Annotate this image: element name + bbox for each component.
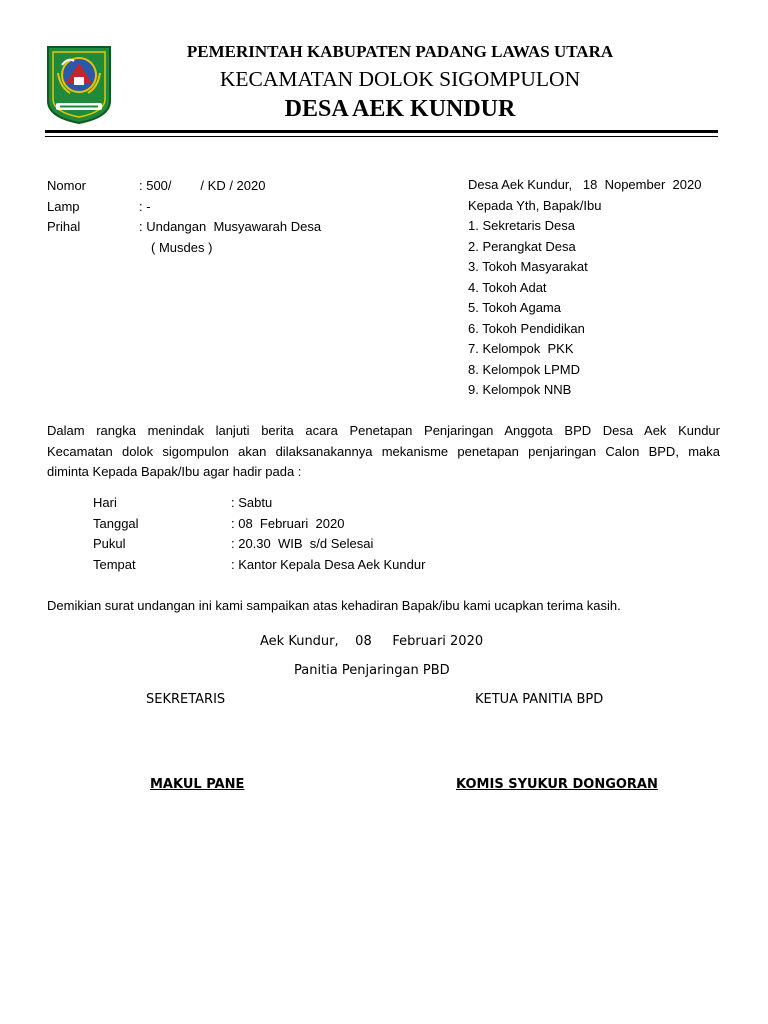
body-line: diminta Kepada Bapak/Ibu agar hadir pada :: [47, 464, 302, 479]
recipient-item: 8. Kelompok LPMD: [468, 361, 580, 377]
prihal-label: Prihal: [47, 219, 81, 234]
prihal-value-continued: ( Musdes ): [151, 240, 213, 255]
regency-emblem-icon: [44, 43, 114, 125]
body-line: Dalam rangka menindak lanjuti berita acara Penetapan Penjaringan Anggota BPD Desa Aek Kundur: [47, 423, 720, 438]
signature-right-role: KETUA PANITIA BPD: [475, 692, 604, 707]
signature-place-date: Aek Kundur, 08 Februari 2020: [260, 634, 484, 649]
lamp-value: : -: [139, 199, 151, 214]
letter-place-date: Desa Aek Kundur, 18 Nopember 2020: [468, 177, 702, 192]
signature-left-role: SEKRETARIS: [146, 692, 226, 707]
letterhead-rule-thin: [45, 136, 718, 137]
signature-right-name: KOMIS SYUKUR DONGORAN: [456, 777, 658, 792]
letterhead-district: KECAMATAN DOLOK SIGOMPULON: [219, 67, 581, 91]
letterhead-government: PEMERINTAH KABUPATEN PADANG LAWAS UTARA: [186, 42, 614, 61]
hari-label: Hari: [93, 495, 117, 510]
recipient-block: [468, 175, 728, 401]
tanggal-value: : 08 Februari 2020: [231, 516, 345, 531]
tempat-value: : Kantor Kepala Desa Aek Kundur: [231, 557, 426, 572]
recipient-item: 9. Kelompok NNB: [468, 382, 572, 397]
closing-sentence: Demikian surat undangan ini kami sampaikan atas kehadiran Bapak/ibu kami ucapkan terima kasih.: [47, 598, 621, 613]
signature-left-name: MAKUL PANE: [150, 777, 245, 792]
recipient-item: 7. Kelompok PKK: [468, 341, 574, 356]
prihal-value: : Undangan Musyawarah Desa: [139, 219, 322, 234]
recipient-item: 6. Tokoh Pendidikan: [468, 320, 585, 336]
hari-value: : Sabtu: [231, 495, 273, 510]
lamp-label: Lamp: [47, 199, 80, 214]
signature-committee: Panitia Penjaringan PBD: [294, 663, 450, 678]
pukul-label: Pukul: [93, 536, 126, 551]
recipient-item: 1. Sekretaris Desa: [468, 218, 575, 233]
recipient-item: 2. Perangkat Desa: [468, 238, 576, 254]
letterhead-rule: [45, 130, 718, 133]
tempat-label: Tempat: [93, 557, 136, 572]
nomor-label: Nomor: [47, 178, 87, 193]
body-line: Kecamatan dolok sigompulon akan dilaksanakannya mekanisme penetapan penjaringan Calon BPD, maka: [47, 443, 720, 459]
tanggal-label: Tanggal: [93, 516, 139, 531]
letterhead-village: DESA AEK KUNDUR: [284, 96, 516, 122]
recipient-item: 4. Tokoh Adat: [468, 279, 547, 295]
recipient-salutation: Kepada Yth, Bapak/Ibu: [468, 197, 602, 213]
nomor-value: : 500/ / KD / 2020: [139, 178, 266, 193]
recipient-item: 3. Tokoh Masyarakat: [468, 259, 588, 274]
pukul-value: : 20.30 WIB s/d Selesai: [231, 536, 374, 551]
body-paragraph: [47, 421, 720, 483]
recipient-item: 5. Tokoh Agama: [468, 300, 561, 315]
